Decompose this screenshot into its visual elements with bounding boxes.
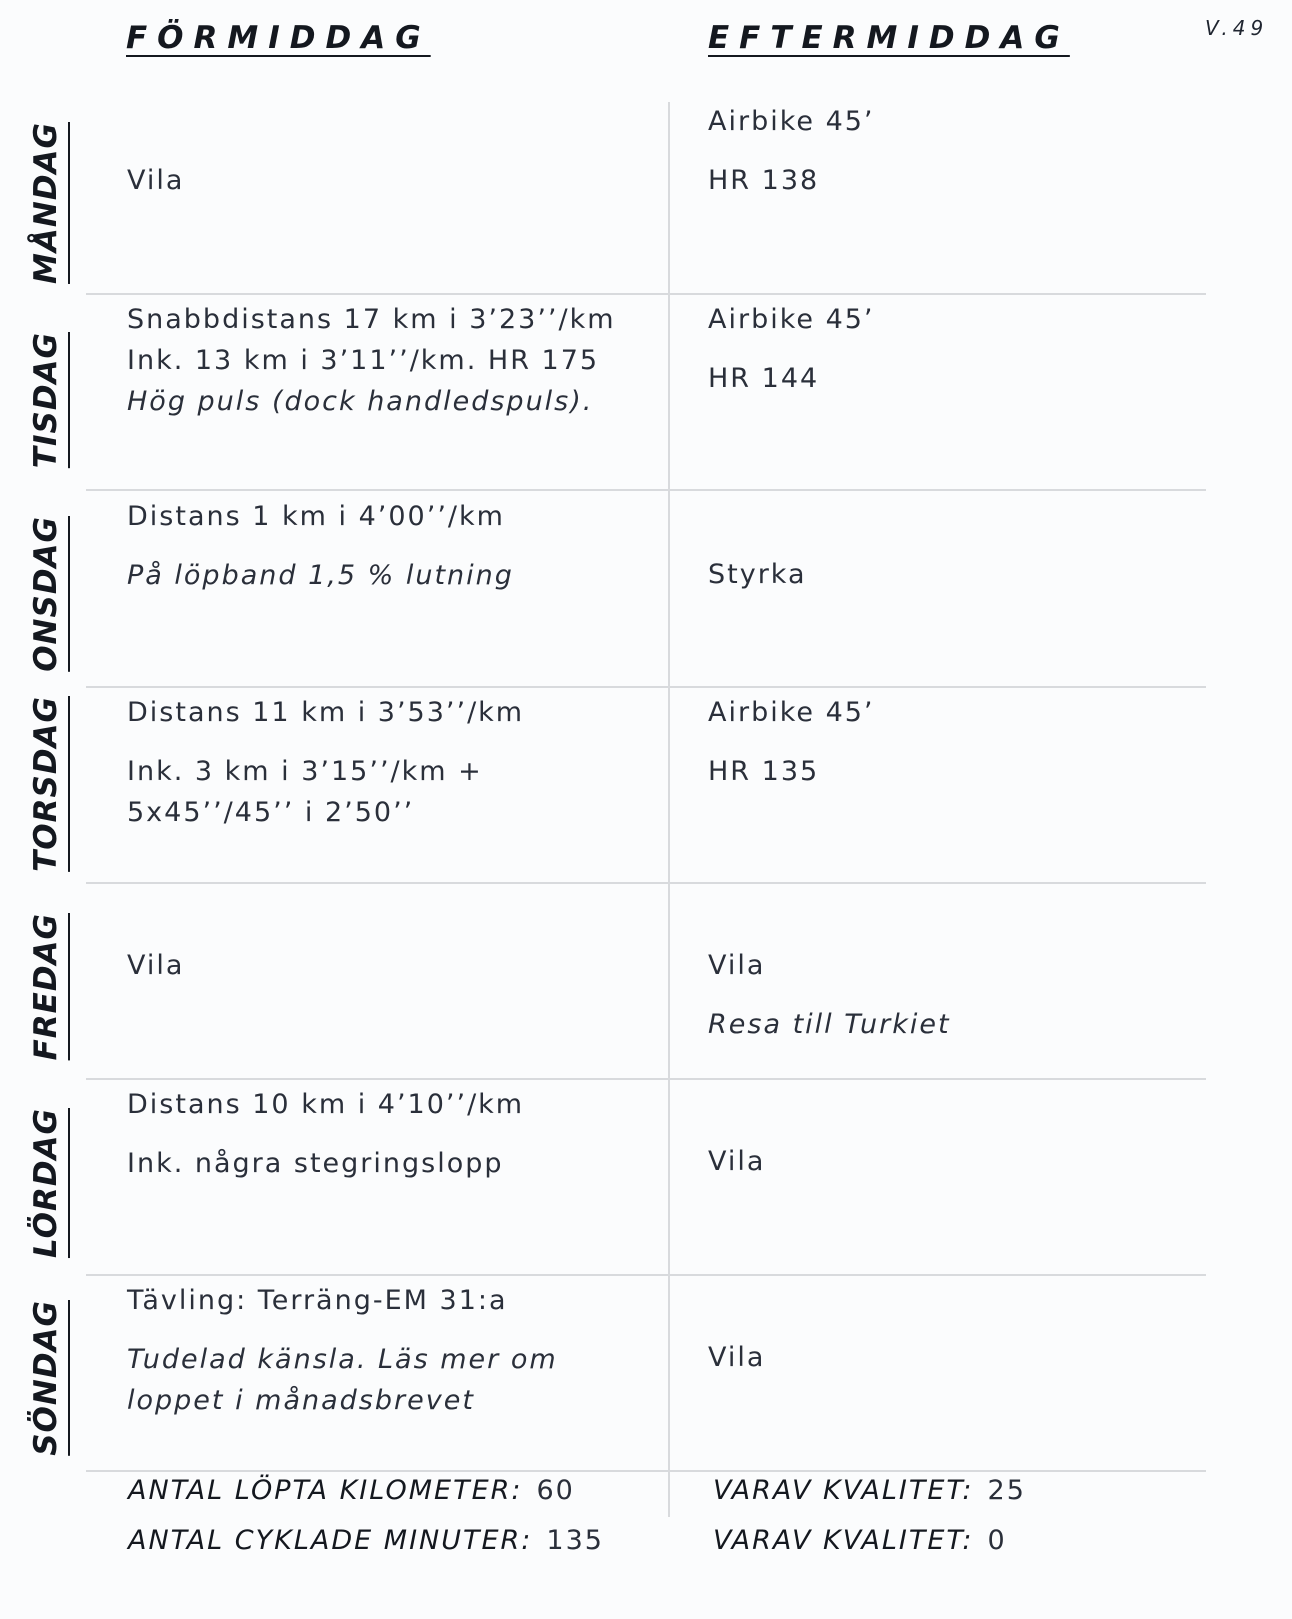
afternoon-cell <box>708 299 1188 399</box>
day-label: LÖRDAG <box>28 1107 64 1258</box>
session-note: Hög puls (dock handledspuls). <box>127 386 594 417</box>
session-text: Distans 1 km i 4’00’’/km <box>127 501 505 532</box>
session-text: Vila <box>708 1342 766 1373</box>
session-text: Airbike 45’ <box>708 106 875 137</box>
summary-cycling-quality <box>713 1525 1007 1556</box>
row-divider <box>86 1274 1206 1276</box>
session-text: Airbike 45’ <box>708 304 875 335</box>
afternoon-cell <box>708 692 1188 792</box>
day-label: FREDAG <box>28 912 64 1060</box>
day-label: TISDAG <box>28 331 64 468</box>
session-text: HR 138 <box>708 165 820 196</box>
summary-label: ANTAL LÖPTA KILOMETER: <box>128 1475 523 1506</box>
summary-label: VARAV KVALITET: <box>713 1475 974 1506</box>
day-label: TORSDAG <box>28 696 64 872</box>
session-text: Vila <box>708 1146 766 1177</box>
row-divider <box>86 882 1206 884</box>
morning-cell <box>127 160 652 201</box>
morning-cell <box>127 692 637 833</box>
session-text: Vila <box>708 950 766 981</box>
afternoon-cell <box>708 554 1188 595</box>
session-note: Resa till Turkiet <box>708 1009 951 1040</box>
session-text: HR 135 <box>708 756 820 787</box>
morning-cell <box>127 496 652 596</box>
session-text: Vila <box>127 165 185 196</box>
morning-cell <box>127 1084 652 1184</box>
session-text: Ink. 13 km i 3’11’’/km. HR 175 <box>127 345 600 376</box>
afternoon-cell <box>708 1141 1188 1182</box>
summary-value: 135 <box>546 1525 604 1556</box>
session-text: Ink. 3 km i 3’15’’/km + 5x45’’/45’’ i 2’50’’ <box>127 756 483 828</box>
day-label: ONSDAG <box>28 516 64 672</box>
column-divider <box>668 102 670 1517</box>
summary-label: VARAV KVALITET: <box>713 1525 974 1556</box>
morning-cell <box>127 1280 597 1421</box>
day-label: SÖNDAG <box>28 1300 64 1456</box>
session-note: Tudelad känsla. Läs mer om loppet i månadsbrevet <box>127 1344 558 1416</box>
afternoon-cell <box>708 101 1188 201</box>
summary-label: ANTAL CYKLADE MINUTER: <box>128 1525 533 1556</box>
morning-cell <box>127 299 652 422</box>
session-text: Snabbdistans 17 km i 3’23’’/km <box>127 304 616 335</box>
row-divider <box>86 686 1206 688</box>
version-label: V.49 <box>1205 16 1269 40</box>
session-text: Distans 11 km i 3’53’’/km <box>127 697 525 728</box>
session-text: Vila <box>127 950 185 981</box>
row-divider <box>86 293 1206 295</box>
afternoon-cell <box>708 1337 1188 1378</box>
session-note: På löpband 1,5 % lutning <box>127 560 514 591</box>
session-text: HR 144 <box>708 363 820 394</box>
morning-cell <box>127 945 652 986</box>
session-text: Styrka <box>708 559 807 590</box>
session-text: Tävling: Terräng-EM 31:a <box>127 1285 508 1316</box>
row-divider <box>86 1078 1206 1080</box>
session-text: Airbike 45’ <box>708 697 875 728</box>
session-text: Ink. några stegringslopp <box>127 1148 504 1179</box>
row-divider <box>86 489 1206 491</box>
summary-cycling-minutes <box>128 1525 604 1556</box>
afternoon-column-header: EFTERMIDDAG <box>708 20 1070 56</box>
summary-value: 0 <box>987 1525 1007 1556</box>
summary-running-quality <box>713 1475 1026 1506</box>
summary-running-km <box>128 1475 575 1506</box>
summary-value: 60 <box>536 1475 575 1506</box>
row-divider <box>86 1470 1206 1472</box>
summary-value: 25 <box>987 1475 1026 1506</box>
morning-column-header: FÖRMIDDAG <box>126 20 431 56</box>
afternoon-cell <box>708 945 1188 1045</box>
session-text: Distans 10 km i 4’10’’/km <box>127 1089 525 1120</box>
day-label: MÅNDAG <box>28 122 64 284</box>
